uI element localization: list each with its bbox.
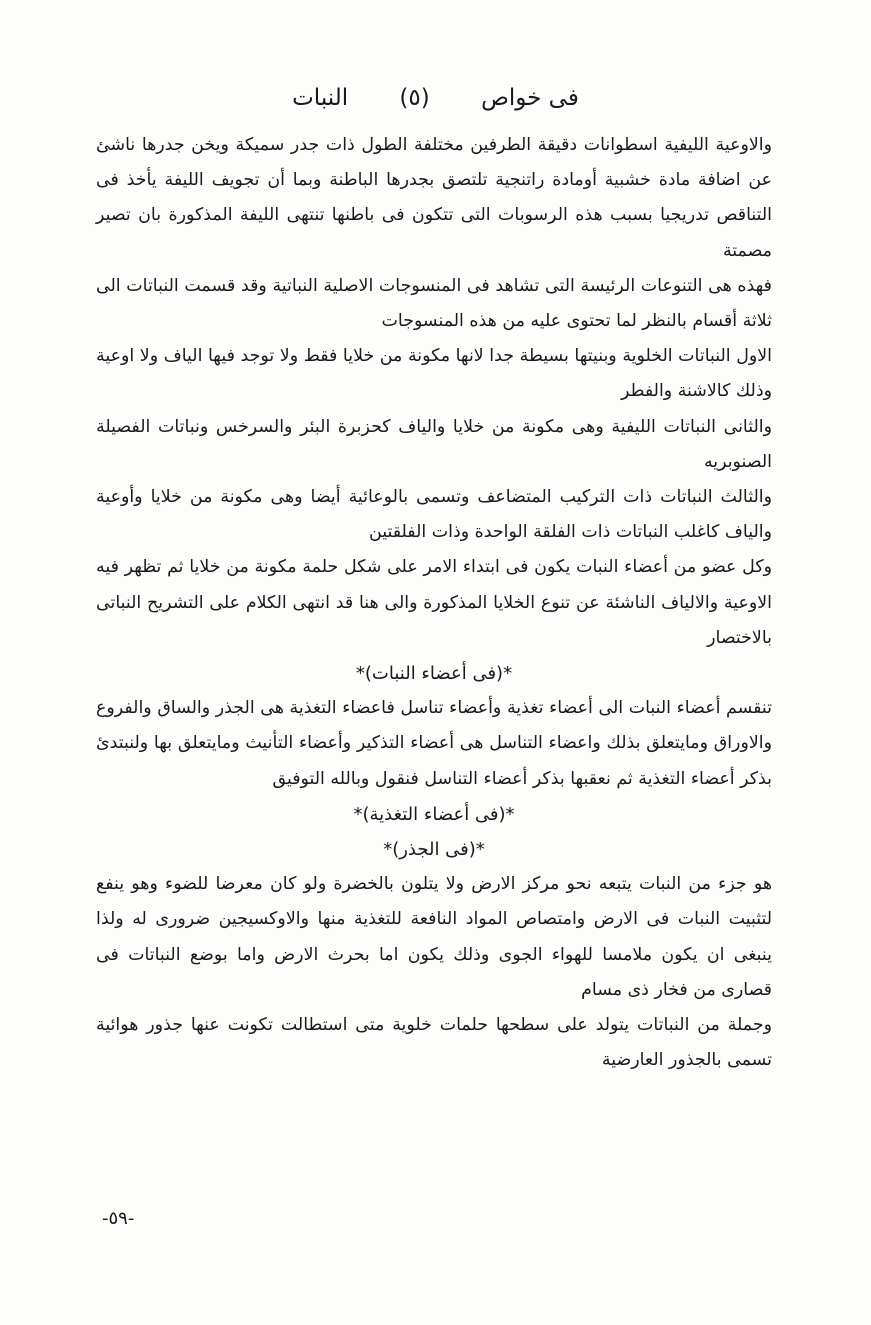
paragraph: هو جزء من النبات يتبعه نحو مركز الارض ولا يتلون بالخضرة ولو كان معرضا للضوء وهو ينفع لتثبيت النبات فى الارض وامتصاص المواد النافعة للتغذية منها والاوكسيجين ضرورى له ولذا ينبغى ان يكون ملامسا للهواء الجوى وذلك يكون اما بحرث الارض واما بوضع النباتات فى قصارى من فخار ذى مسام <box>96 874 772 1000</box>
section-heading-plant-organs: *(فى أعضاء النبات)* <box>355 663 513 685</box>
paragraph: فهذه هى التنوعات الرئيسة التى تشاهد فى المنسوجات الاصلية النباتية وقد قسمت النباتات الى ثلاثة أقسام بالنظر لما تحتوى عليه من هذه المنسوجات <box>96 275 772 332</box>
page-number: -٥٩- <box>102 1208 135 1229</box>
section-heading-root: *(فى الجذر)* <box>383 839 485 861</box>
paragraph: والاوعية الليفية اسطوانات دقيقة الطرفين مختلفة الطول ذات جدر سميكة ويخن جدرها ناشئ عن اضافة مادة خشبية أومادة راتنجية تلتصق بجدرها الباطنة وبما أن تجويف الليفة يأخذ فى التناقص تدريجيا بسبب هذه الرسوبات التى تتكون فى باطنها تنتهى الليفة المذكورة بان تصير مصمتة <box>96 135 772 261</box>
paragraph: والثالث النباتات ذات التركيب المتضاعف وتسمى بالوعائية أيضا وهى مكونة من خلايا وأوعية والياف كاغلب النباتات ذات الفلقة الواحدة وذات الفلقتين <box>96 487 772 543</box>
paragraph: تنقسم أعضاء النبات الى أعضاء تغذية وأعضاء تناسل فاعضاء التغذية هى الجذر والساق والفروع والاوراق ومايتعلق بذلك واعضاء التناسل هى أعضاء التذكير وأعضاء التأنيث ومايتعلق بها ولنبتدئ بذكر أعضاء التغذية ثم نعقبها بذكر أعضاء التناسل فنقول وبالله التوفيق <box>96 698 772 789</box>
header-page-marker: (٥) <box>399 85 430 111</box>
paragraph: وجملة من النباتات يتولد على سطحها حلمات خلوية متى استطالت تكونت عنها جذور هوائية تسمى بالجذور العارضية <box>96 1015 772 1071</box>
paragraph: الاول النباتات الخلوية وبنيتها بسيطة جدا لانها مكونة من خلايا فقط ولا توجد فيها الياف ولا اوعية وذلك كالاشنة والفطر <box>96 346 772 402</box>
running-header <box>0 80 871 116</box>
paragraph: والثانى النباتات الليفية وهى مكونة من خلايا والياف كحزبرة البئر والسرخس ونباتات الفصيلة الصنوبريه <box>96 416 772 472</box>
header-left-text: النبات <box>292 85 349 111</box>
paragraph: وكل عضو من أعضاء النبات يكون فى ابتداء الامر على شكل حلمة مكونة من خلايا ثم تظهر فيه الاوعية والالياف الناشئة عن تنوع الخلايا المذكورة والى هنا قد انتهى الكلام على التشريح النباتى بالاختصار <box>96 557 772 648</box>
page-body <box>96 128 772 1078</box>
header-right-text: فى خواص <box>481 85 579 111</box>
section-heading-nutrition-organs: *(فى أعضاء التغذية)* <box>353 803 515 825</box>
